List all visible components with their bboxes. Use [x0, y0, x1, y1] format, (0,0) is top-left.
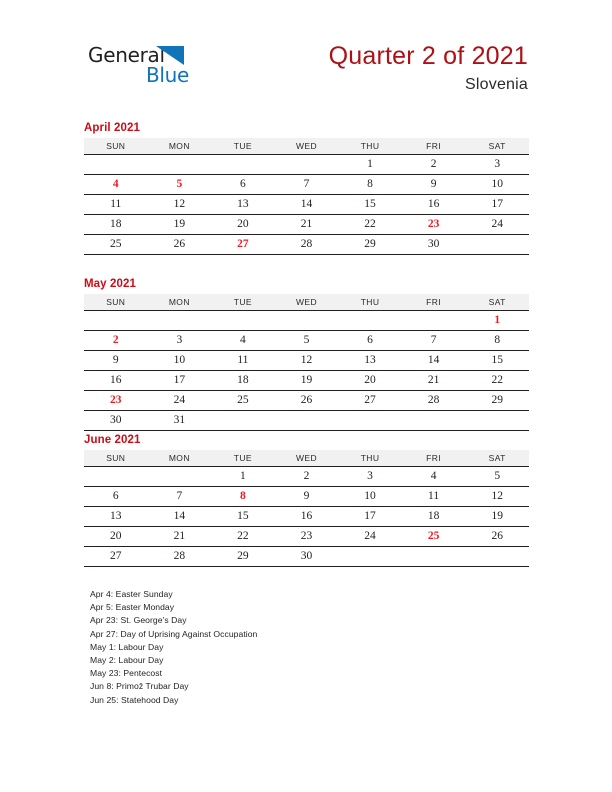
calendar-day-cell-empty — [402, 411, 466, 431]
calendar-day-cell[interactable]: 5 — [465, 467, 529, 487]
calendar-day-cell[interactable]: 24 — [465, 215, 529, 235]
calendar-week-row — [84, 215, 529, 235]
calendar-day-cell[interactable]: 7 — [148, 487, 212, 507]
calendar-day-cell-empty — [211, 155, 275, 175]
weekday-header-thu: THU — [338, 450, 402, 467]
weekday-header-wed: WED — [275, 294, 339, 311]
calendar-day-cell[interactable]: 30 — [84, 411, 148, 431]
holiday-list-item: May 2: Labour Day — [90, 655, 164, 666]
calendar-day-cell[interactable]: 6 — [338, 331, 402, 351]
calendar-day-cell[interactable]: 4 — [211, 331, 275, 351]
calendar-day-cell[interactable]: 30 — [275, 547, 339, 567]
calendar-day-cell[interactable]: 12 — [465, 487, 529, 507]
calendar-day-cell[interactable]: 29 — [465, 391, 529, 411]
calendar-day-cell[interactable]: 14 — [402, 351, 466, 371]
calendar-day-cell[interactable]: 3 — [148, 331, 212, 351]
calendar-day-cell-holiday[interactable]: 4 — [84, 175, 148, 195]
weekday-header-tue: TUE — [211, 138, 275, 155]
calendar-day-cell[interactable]: 8 — [465, 331, 529, 351]
weekday-header-row — [84, 138, 529, 155]
calendar-day-cell-holiday[interactable]: 23 — [402, 215, 466, 235]
calendar-day-cell[interactable]: 15 — [211, 507, 275, 527]
calendar-day-cell[interactable]: 1 — [338, 155, 402, 175]
holiday-list-item: Apr 23: St. George’s Day — [90, 615, 187, 626]
holiday-list-item: Jun 8: Primož Trubar Day — [90, 681, 189, 692]
calendar-day-cell[interactable]: 15 — [338, 195, 402, 215]
calendar-day-cell[interactable]: 11 — [84, 195, 148, 215]
calendar-day-cell-holiday[interactable]: 5 — [148, 175, 212, 195]
holiday-list-item: May 23: Pentecost — [90, 668, 163, 679]
page-header — [0, 0, 612, 110]
calendar-day-cell[interactable]: 12 — [275, 351, 339, 371]
calendar-day-cell[interactable]: 26 — [465, 527, 529, 547]
calendar-day-cell[interactable]: 21 — [402, 371, 466, 391]
calendar-week-row — [84, 467, 529, 487]
calendar-day-cell[interactable]: 14 — [275, 195, 339, 215]
calendar-day-cell[interactable]: 17 — [465, 195, 529, 215]
calendar-day-cell[interactable]: 25 — [211, 391, 275, 411]
calendar-day-cell-empty — [275, 311, 339, 331]
calendar-day-cell[interactable]: 29 — [211, 547, 275, 567]
calendar-day-cell-empty — [275, 155, 339, 175]
calendar-day-cell-empty — [148, 155, 212, 175]
holiday-list-item: Apr 5: Easter Monday — [90, 602, 175, 613]
calendar-day-cell[interactable]: 1 — [211, 467, 275, 487]
calendar-day-cell[interactable]: 20 — [338, 371, 402, 391]
calendar-day-cell[interactable]: 20 — [211, 215, 275, 235]
calendar-day-cell-empty — [465, 547, 529, 567]
calendar-day-cell[interactable]: 21 — [148, 527, 212, 547]
calendar-day-cell[interactable]: 19 — [465, 507, 529, 527]
weekday-header-sun: SUN — [84, 294, 148, 311]
calendar-day-cell[interactable]: 2 — [275, 467, 339, 487]
calendar-day-cell[interactable]: 3 — [465, 155, 529, 175]
calendar-day-cell[interactable]: 22 — [211, 527, 275, 547]
calendar-day-cell[interactable]: 13 — [84, 507, 148, 527]
calendar-day-cell[interactable]: 6 — [84, 487, 148, 507]
calendar-week-row — [84, 311, 529, 331]
calendar-week-row — [84, 391, 529, 411]
calendar-day-cell[interactable]: 18 — [402, 507, 466, 527]
calendar-day-cell[interactable]: 9 — [402, 175, 466, 195]
calendar-day-cell[interactable]: 28 — [402, 391, 466, 411]
calendar-day-cell[interactable]: 22 — [338, 215, 402, 235]
weekday-header-wed: WED — [275, 138, 339, 155]
calendar-day-cell-empty — [211, 311, 275, 331]
calendar-day-cell-empty — [338, 547, 402, 567]
calendar-day-cell[interactable]: 28 — [275, 235, 339, 255]
calendar-day-cell[interactable]: 20 — [84, 527, 148, 547]
calendar-day-cell[interactable]: 13 — [338, 351, 402, 371]
calendar-day-cell[interactable]: 3 — [338, 467, 402, 487]
calendar-day-cell[interactable]: 10 — [338, 487, 402, 507]
month-block-june — [84, 433, 529, 567]
weekday-header-tue: TUE — [211, 450, 275, 467]
calendar-day-cell[interactable]: 5 — [275, 331, 339, 351]
calendar-day-cell[interactable]: 18 — [211, 371, 275, 391]
calendar-table-april — [84, 138, 529, 255]
calendar-week-row — [84, 331, 529, 351]
calendar-day-cell-empty — [338, 411, 402, 431]
weekday-header-fri: FRI — [402, 450, 466, 467]
calendar-week-row — [84, 155, 529, 175]
month-title-april: April 2021 — [84, 122, 140, 134]
calendar-day-cell[interactable]: 31 — [148, 411, 212, 431]
calendar-week-row — [84, 235, 529, 255]
weekday-header-sun: SUN — [84, 450, 148, 467]
weekday-header-mon: MON — [148, 294, 212, 311]
calendar-week-row — [84, 195, 529, 215]
calendar-day-cell[interactable]: 21 — [275, 215, 339, 235]
calendar-day-cell[interactable]: 8 — [338, 175, 402, 195]
calendar-day-cell[interactable]: 24 — [338, 527, 402, 547]
weekday-header-thu: THU — [338, 294, 402, 311]
calendar-day-cell-holiday[interactable]: 23 — [84, 391, 148, 411]
calendar-day-cell[interactable]: 17 — [148, 371, 212, 391]
calendar-day-cell[interactable]: 28 — [148, 547, 212, 567]
calendar-week-row — [84, 487, 529, 507]
month-block-may — [84, 277, 529, 431]
calendar-day-cell[interactable]: 27 — [84, 547, 148, 567]
calendar-day-cell[interactable]: 14 — [148, 507, 212, 527]
calendar-week-row — [84, 351, 529, 371]
month-title-may: May 2021 — [84, 278, 136, 290]
calendar-day-cell[interactable]: 9 — [84, 351, 148, 371]
calendar-day-cell[interactable]: 19 — [148, 215, 212, 235]
calendar-day-cell[interactable]: 10 — [148, 351, 212, 371]
calendar-day-cell[interactable]: 11 — [211, 351, 275, 371]
calendar-day-cell-holiday[interactable]: 27 — [211, 235, 275, 255]
calendar-day-cell[interactable]: 27 — [338, 391, 402, 411]
weekday-header-fri: FRI — [402, 138, 466, 155]
calendar-day-cell[interactable]: 9 — [275, 487, 339, 507]
calendar-day-cell[interactable]: 12 — [148, 195, 212, 215]
weekday-header-tue: TUE — [211, 294, 275, 311]
calendar-day-cell[interactable]: 30 — [402, 235, 466, 255]
weekday-header-wed: WED — [275, 450, 339, 467]
holiday-list-item: Apr 27: Day of Uprising Against Occupation — [90, 628, 258, 639]
calendar-day-cell-empty — [84, 155, 148, 175]
weekday-header-sat: SAT — [465, 294, 529, 311]
calendar-day-cell-empty — [402, 547, 466, 567]
calendar-day-cell[interactable]: 6 — [211, 175, 275, 195]
holiday-list-item: May 1: Labour Day — [90, 641, 164, 652]
calendar-day-cell[interactable]: 26 — [275, 391, 339, 411]
calendar-day-cell-holiday[interactable]: 8 — [211, 487, 275, 507]
calendar-day-cell-holiday[interactable]: 25 — [402, 527, 466, 547]
calendar-day-cell-empty — [84, 311, 148, 331]
weekday-header-sat: SAT — [465, 450, 529, 467]
weekday-header-thu: THU — [338, 138, 402, 155]
weekday-header-mon: MON — [148, 138, 212, 155]
weekday-header-row — [84, 450, 529, 467]
calendar-week-row — [84, 527, 529, 547]
calendar-day-cell[interactable]: 16 — [402, 195, 466, 215]
calendar-day-cell-empty — [211, 411, 275, 431]
general-blue-logo — [88, 44, 198, 90]
calendar-day-cell[interactable]: 13 — [211, 195, 275, 215]
calendar-day-cell-empty — [275, 411, 339, 431]
calendar-day-cell[interactable]: 26 — [148, 235, 212, 255]
calendar-day-cell[interactable]: 18 — [84, 215, 148, 235]
calendar-day-cell[interactable]: 24 — [148, 391, 212, 411]
calendar-day-cell-empty — [338, 311, 402, 331]
month-title-june: June 2021 — [84, 434, 141, 446]
calendar-day-cell[interactable]: 4 — [402, 467, 466, 487]
calendar-day-cell[interactable]: 11 — [402, 487, 466, 507]
weekday-header-sun: SUN — [84, 138, 148, 155]
holiday-legend-list — [90, 588, 510, 707]
calendar-week-row — [84, 411, 529, 431]
calendar-table-june — [84, 450, 529, 567]
calendar-day-cell[interactable]: 7 — [275, 175, 339, 195]
calendar-day-cell-empty — [465, 411, 529, 431]
calendar-day-cell-holiday[interactable]: 1 — [465, 311, 529, 331]
calendar-day-cell-empty — [148, 311, 212, 331]
calendar-day-cell[interactable]: 22 — [465, 371, 529, 391]
calendar-day-cell[interactable]: 2 — [402, 155, 466, 175]
weekday-header-sat: SAT — [465, 138, 529, 155]
weekday-header-mon: MON — [148, 450, 212, 467]
calendar-day-cell[interactable]: 19 — [275, 371, 339, 391]
holiday-list-item: Jun 25: Statehood Day — [90, 694, 179, 705]
calendar-day-cell[interactable]: 29 — [338, 235, 402, 255]
calendar-day-cell[interactable]: 16 — [275, 507, 339, 527]
calendar-day-cell[interactable]: 10 — [465, 175, 529, 195]
calendar-week-row — [84, 371, 529, 391]
calendar-day-cell[interactable]: 16 — [84, 371, 148, 391]
calendar-day-cell-empty — [84, 467, 148, 487]
calendar-day-cell-empty — [465, 235, 529, 255]
country-subtitle: Slovenia — [465, 76, 528, 93]
calendar-week-row — [84, 507, 529, 527]
calendar-day-cell[interactable]: 23 — [275, 527, 339, 547]
logo-text-blue: Blue — [146, 63, 190, 87]
page-title: Quarter 2 of 2021 — [328, 42, 528, 70]
calendar-day-cell-empty — [148, 467, 212, 487]
holiday-list-item: Apr 4: Easter Sunday — [90, 589, 173, 599]
title-block — [329, 42, 528, 95]
weekday-header-row — [84, 294, 529, 311]
calendar-day-cell[interactable]: 17 — [338, 507, 402, 527]
calendar-day-cell[interactable]: 25 — [84, 235, 148, 255]
calendar-day-cell-holiday[interactable]: 2 — [84, 331, 148, 351]
weekday-header-fri: FRI — [402, 294, 466, 311]
calendar-week-row — [84, 175, 529, 195]
logo-text-general: General — [88, 43, 165, 67]
calendar-table-may — [84, 294, 529, 431]
month-block-april — [84, 121, 529, 255]
calendar-day-cell[interactable]: 7 — [402, 331, 466, 351]
calendar-week-row — [84, 547, 529, 567]
calendar-day-cell-empty — [402, 311, 466, 331]
calendar-day-cell[interactable]: 15 — [465, 351, 529, 371]
